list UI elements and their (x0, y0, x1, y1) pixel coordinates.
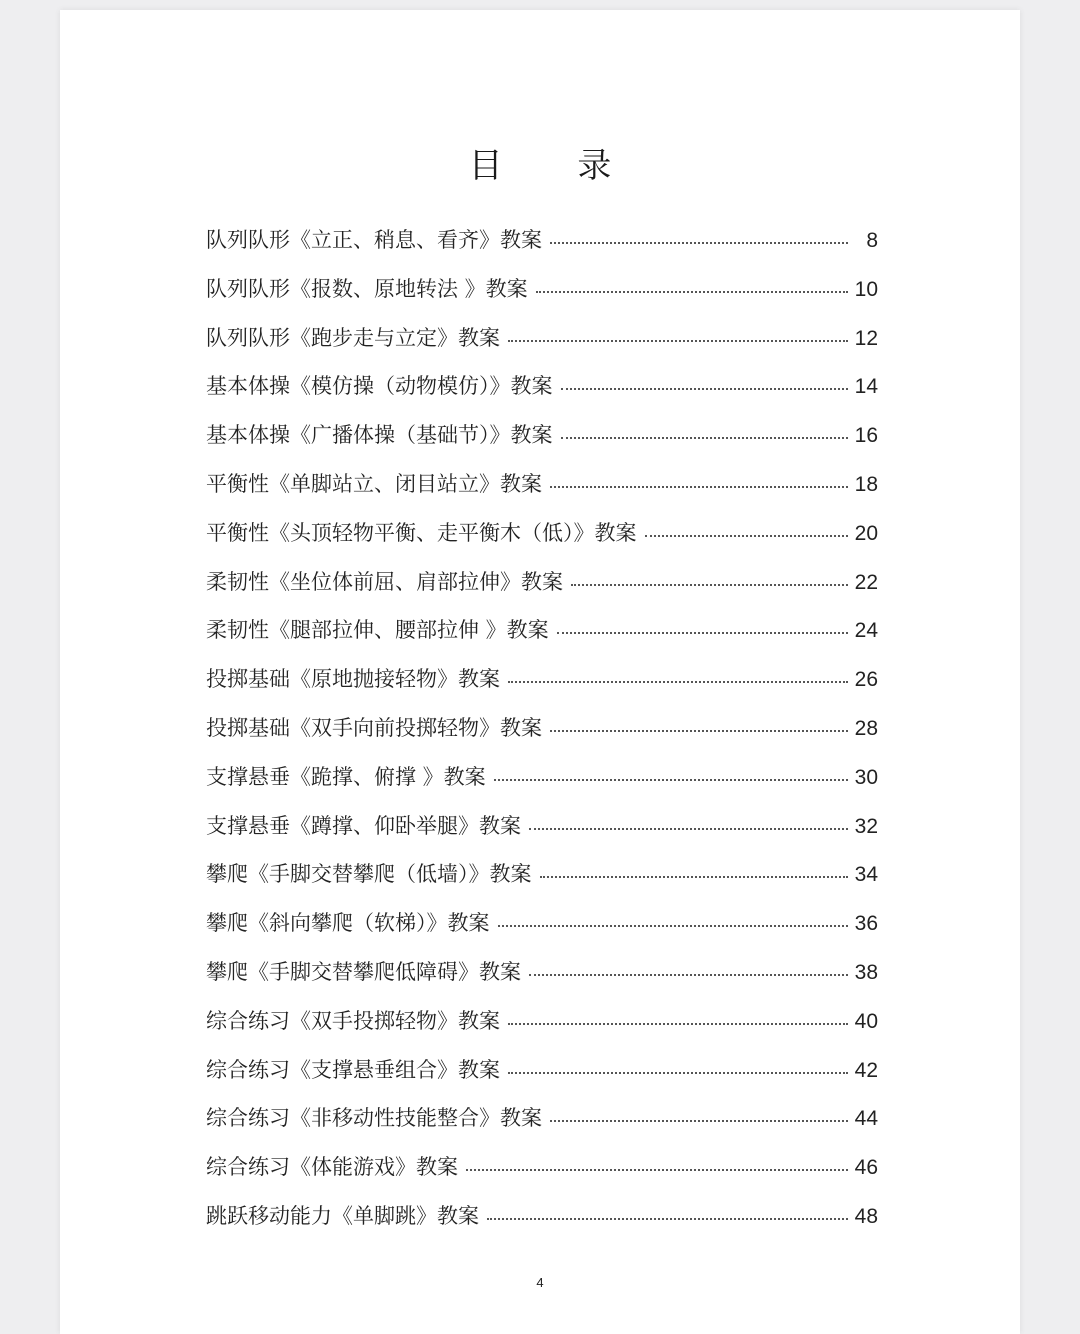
dot-leader (561, 388, 849, 390)
toc-entry-text: 综合练习《双手投掷轻物》教案 (206, 1008, 500, 1033)
dot-leader (550, 486, 848, 488)
toc-entry-text: 平衡性《头顶轻物平衡、走平衡木（低）》教案 (206, 520, 637, 545)
dot-leader (550, 730, 848, 732)
dot-leader (536, 291, 848, 293)
toc-entry (206, 566, 878, 615)
toc-page-number: 18 (854, 472, 878, 496)
toc-entry (206, 663, 878, 712)
table-of-contents (206, 224, 878, 1249)
dot-leader (561, 437, 849, 439)
toc-entry-text: 柔韧性《坐位体前屈、肩部拉伸》教案 (206, 569, 563, 594)
toc-entry (206, 322, 878, 371)
toc-page-number: 16 (854, 424, 878, 448)
toc-entry-text: 攀爬《手脚交替攀爬（低墙）》教案 (206, 862, 532, 887)
toc-entry-text: 支撑悬垂《跪撑、俯撑 》教案 (206, 764, 486, 789)
toc-entry (206, 1054, 878, 1103)
toc-entry-text: 跳跃移动能力《单脚跳》教案 (206, 1203, 479, 1228)
toc-entry-text: 队列队形《报数、原地转法 》教案 (206, 276, 528, 301)
dot-leader (540, 876, 849, 878)
toc-page-number: 48 (854, 1204, 878, 1228)
toc-entry-text: 攀爬《斜向攀爬（软梯）》教案 (206, 911, 490, 936)
dot-leader (508, 1072, 848, 1074)
toc-page-number: 10 (854, 277, 878, 301)
toc-page-number: 42 (854, 1058, 878, 1082)
dot-leader (508, 1023, 848, 1025)
toc-page-number: 14 (854, 375, 878, 399)
toc-page-number: 8 (866, 229, 878, 252)
toc-entry-text: 柔韧性《腿部拉伸、腰部拉伸 》教案 (206, 618, 549, 643)
toc-entry-text: 综合练习《支撑悬垂组合》教案 (206, 1057, 500, 1082)
toc-entry (206, 419, 878, 468)
toc-entry-text: 队列队形《立正、稍息、看齐》教案 (206, 228, 542, 252)
toc-page-number: 34 (854, 863, 878, 887)
toc-entry (206, 1102, 878, 1151)
dot-leader (466, 1169, 848, 1171)
toc-entry (206, 370, 878, 419)
toc-entry-text: 支撑悬垂《蹲撑、仰卧举腿》教案 (206, 813, 521, 838)
toc-entry (206, 907, 878, 956)
toc-entry-text: 综合练习《非移动性技能整合》教案 (206, 1106, 542, 1131)
dot-leader (645, 535, 849, 537)
toc-page-number: 32 (854, 814, 878, 838)
footer-page-number: 4 (536, 1275, 544, 1290)
dot-leader (508, 340, 848, 342)
toc-entry (206, 1151, 878, 1200)
dot-leader (529, 974, 848, 976)
toc-entry-text: 投掷基础《原地抛接轻物》教案 (206, 667, 500, 692)
dot-leader (557, 632, 848, 634)
toc-entry-text: 基本体操《模仿操（动物模仿）》教案 (206, 374, 553, 399)
toc-entry (206, 858, 878, 907)
dot-leader (571, 584, 848, 586)
toc-entry-text: 基本体操《广播体操（基础节）》教案 (206, 423, 553, 448)
toc-page-number: 26 (854, 668, 878, 692)
toc-entry-text: 攀爬《手脚交替攀爬低障碍》教案 (206, 959, 521, 984)
toc-entry (206, 1200, 878, 1249)
toc-entry (206, 761, 878, 810)
toc-page-number: 38 (854, 960, 878, 984)
toc-entry (206, 1005, 878, 1054)
dot-leader (550, 1120, 848, 1122)
page-title: 目 录 (468, 146, 644, 186)
dot-leader (508, 681, 848, 683)
toc-entry-text: 平衡性《单脚站立、闭目站立》教案 (206, 471, 542, 496)
dot-leader (494, 779, 848, 781)
toc-entry (206, 810, 878, 859)
toc-page-number: 30 (854, 765, 878, 789)
toc-entry (206, 712, 878, 761)
toc-page-number: 46 (854, 1156, 878, 1180)
toc-entry (206, 468, 878, 517)
toc-entry (206, 956, 878, 1005)
toc-page-number: 40 (854, 1009, 878, 1033)
dot-leader (550, 242, 848, 244)
dot-leader (529, 828, 848, 830)
toc-page-number: 20 (854, 521, 878, 545)
dot-leader (487, 1218, 848, 1220)
document-page (60, 10, 1020, 1334)
toc-page-number: 28 (854, 716, 878, 740)
toc-page-number: 24 (854, 619, 878, 643)
toc-entry (206, 273, 878, 322)
toc-page-number: 36 (854, 912, 878, 936)
toc-entry-text: 综合练习《体能游戏》教案 (206, 1155, 458, 1180)
toc-page-number: 44 (854, 1107, 878, 1131)
toc-entry-text: 投掷基础《双手向前投掷轻物》教案 (206, 715, 542, 740)
dot-leader (498, 925, 849, 927)
toc-entry (206, 517, 878, 566)
toc-page-number: 12 (854, 326, 878, 350)
toc-entry (206, 224, 878, 273)
toc-entry-text: 队列队形《跑步走与立定》教案 (206, 325, 500, 350)
toc-page-number: 22 (854, 570, 878, 594)
toc-entry (206, 614, 878, 663)
